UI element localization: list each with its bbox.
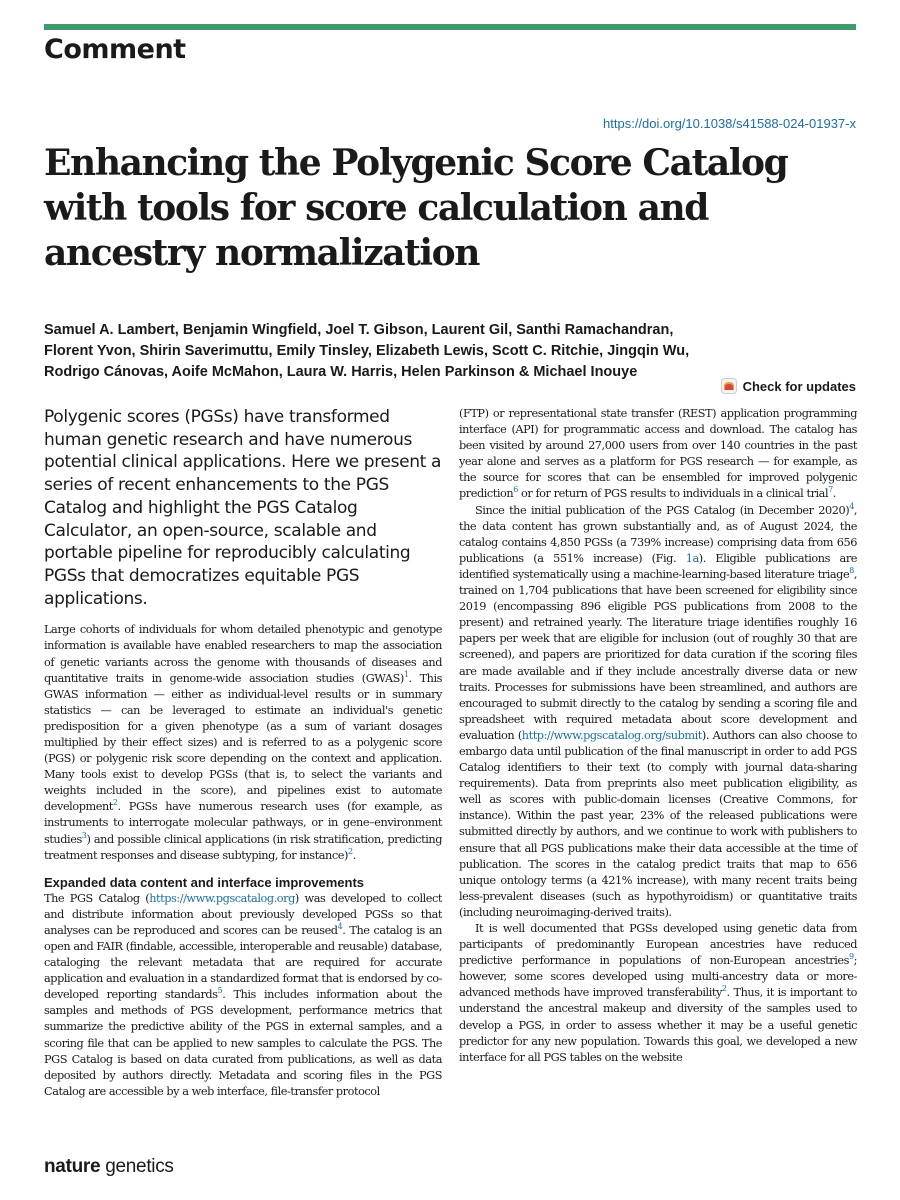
reference-link[interactable]: 5 <box>217 986 223 996</box>
right-column <box>459 406 857 1066</box>
left-column <box>44 406 442 1100</box>
reference-link[interactable]: 9 <box>849 952 854 962</box>
reference-link[interactable]: 2 <box>347 846 353 856</box>
header-rule <box>44 24 856 30</box>
figure-link[interactable]: 1a <box>685 551 699 565</box>
ancestry-paragraph: It is well documented that PGSs developed using genetic data from participants of predominantly European ancestries have reduced predictive performance in populations of non-European ancestries$^9$; however, some scores developed using multi-ancestry data or more-advanced methods have improved transferability$^2$. Thus, it is important to understand the ancestral makeup and diversity of the samples used to develop a PGS, in order to assess whether it may be a useful genetic predictor for any new population. Towards this goal, we developed a new interface for all PGS tables on the website <box>459 922 857 1064</box>
reference-link[interactable]: 4 <box>849 501 854 511</box>
reference-link[interactable]: 8 <box>849 566 854 576</box>
reference-link[interactable]: 7 <box>828 485 833 495</box>
reference-link[interactable]: 4 <box>337 922 343 932</box>
check-for-updates-button[interactable] <box>721 378 856 394</box>
catalog-paragraph: The PGS Catalog (https://www.pgscatalog.org) was developed to collect and distribute information about previously developed PGSs so that analyses can be reproduced and scores can be reused$^4$. The catalog is an open and FAIR (findable, accessible, interoperable and reusable) database, cataloging the relevant metadata that are required for accurate application and evaluation in a standardized format that is endorsed by co-developed reporting standards$^5$. This includes information about the samples and methods of PGS development, performance metrics that summarize the predictive ability of the PGS in external samples, and a scoring file that can be applied to new samples to calculate the PGS. The PGS Catalog is based on data curated from publications, as well as data deposited by authors directly. Metadata and scoring files in the PGS Catalog are accessible by a web interface, file-transfer protocol <box>44 891 442 1098</box>
reference-link[interactable]: 2 <box>721 984 727 994</box>
article-title: Enhancing the Polygenic Score Catalog with tools for score calculation and ancestry normalization <box>44 142 788 274</box>
check-for-updates-icon <box>721 378 737 394</box>
abstract: Polygenic scores (PGSs) have transformed human genetic research and have numerous potential clinical applications. Here we present a series of recent enhancements to the PGS Catalog and highlight the PGS Catalog Calculator, an open-source, scalable and portable pipeline for reproducibly calculating PGSs that democratizes equitable PGS applications. <box>44 407 442 609</box>
section-heading: Expanded data content and interface improvements <box>44 874 365 890</box>
reference-link[interactable]: 3 <box>81 830 87 840</box>
reference-link[interactable]: 6 <box>513 485 518 495</box>
access-paragraph: (FTP) or representational state transfer (REST) application programming interface (API) for programmatic access and download. The catalog has been visited by around 27,000 users from over 140 countries in the past year alone and serves as a platform for PGS research — for example, as the source for scores that can be ensembled for improved polygenic prediction$^6$ or for return of PGS results to individuals in a clinical trial$^7$. <box>459 407 857 501</box>
reference-link[interactable]: 2 <box>112 798 118 808</box>
submit-link[interactable]: http://www.pgscatalog.org/submit <box>521 728 702 742</box>
check-for-updates-label: Check for updates <box>742 378 856 394</box>
section-label: Comment <box>44 34 186 65</box>
journal-logo: nature genetics <box>44 1156 174 1177</box>
intro-paragraph: Large cohorts of individuals for whom detailed phenotypic and genotype information is available have enabled researchers to map the association of genetic variants across the genome with thousands of diseases and quantitative traits in genome-wide association studies (GWAS)$^1$. This GWAS information — either as individual-level results or in summary statistics — can be leveraged to estimate an individual's genetic predisposition for a given phenotype (as a sum of variant dosages multiplied by their effect sizes) and is referred to as a polygenic score (PGS) or polygenic risk score depending on the context and application. Many tools exist to develop PGSs (that is, to select the variants and weights included in the score), and pipelines exist to automate development$^2$. PGSs have numerous research uses (for example, as instruments to interrogate molecular pathways, or in gene–environment studies$^3$) and possible clinical applications (in risk stratification, predicting treatment responses and disease subtyping, for instance)$^2$. <box>44 623 443 862</box>
reference-link[interactable]: 1 <box>403 669 409 679</box>
growth-paragraph: Since the initial publication of the PGS Catalog (in December 2020)$^4$, the data content has grown substantially and, as of August 2024, the catalog contains 4,850 PGSs (a 739% increase) comprising data from 656 publications (a 551% increase) (Fig. 1a). Eligible publications are identified systematically using a machine-learning-based literature triage$^8$, trained on 1,704 publications that have been screened for eligibility since 2019 (encompassing 896 eligible PGS publications from 2008 to the present) and retrained yearly. The literature triage identifies roughly 16 papers per week that are eligible for inclusion (out of roughly 30 that are screened), and papers are prioritized for data curation if the scoring files are made available and if they include ancestrally diverse data or new traits. Processes for submissions have been streamlined, and authors are encouraged to submit directly to the catalog by sending a scoring file and spreadsheet with required metadata about score development and evaluation (http://www.pgscatalog.org/submit). Authors can also choose to embargo data until publication of the final manuscript in order to add PGS Catalog identifiers to their text (to comply with journal data-sharing requirements). Data from preprints also meet publication eligibility, as well as scores with public-domain licenses (Creative Commons, for instance). Within the past year, 23% of the released publications were submitted directly by authors, and we continue to work with publishers to ensure that all PGS publications make their data accessible at the time of publication. The scores in the catalog predict traits that map to 656 unique ontology terms (a 421% increase), with many recent traits being less-prevalent diseases (such as hypothyroidism) or quantitative traits (including neuroimaging-derived traits). <box>459 501 857 919</box>
doi-link[interactable]: https://doi.org/10.1038/s41588-024-01937-x <box>603 116 856 131</box>
pgscatalog-link[interactable]: https://www.pgscatalog.org <box>149 891 295 905</box>
author-list: Samuel A. Lambert, Benjamin Wingfield, Joel T. Gibson, Laurent Gil, Santhi Ramachandran, Florent Yvon, Shirin Saverimuttu, Emily Tinsley, Elizabeth Lewis, Scott C. Ritchie, Jingqin Wu, Rodrigo Cánovas, Aoife McMahon, Laura W. Harris, Helen Parkinson & Michael Inouye <box>44 322 690 380</box>
